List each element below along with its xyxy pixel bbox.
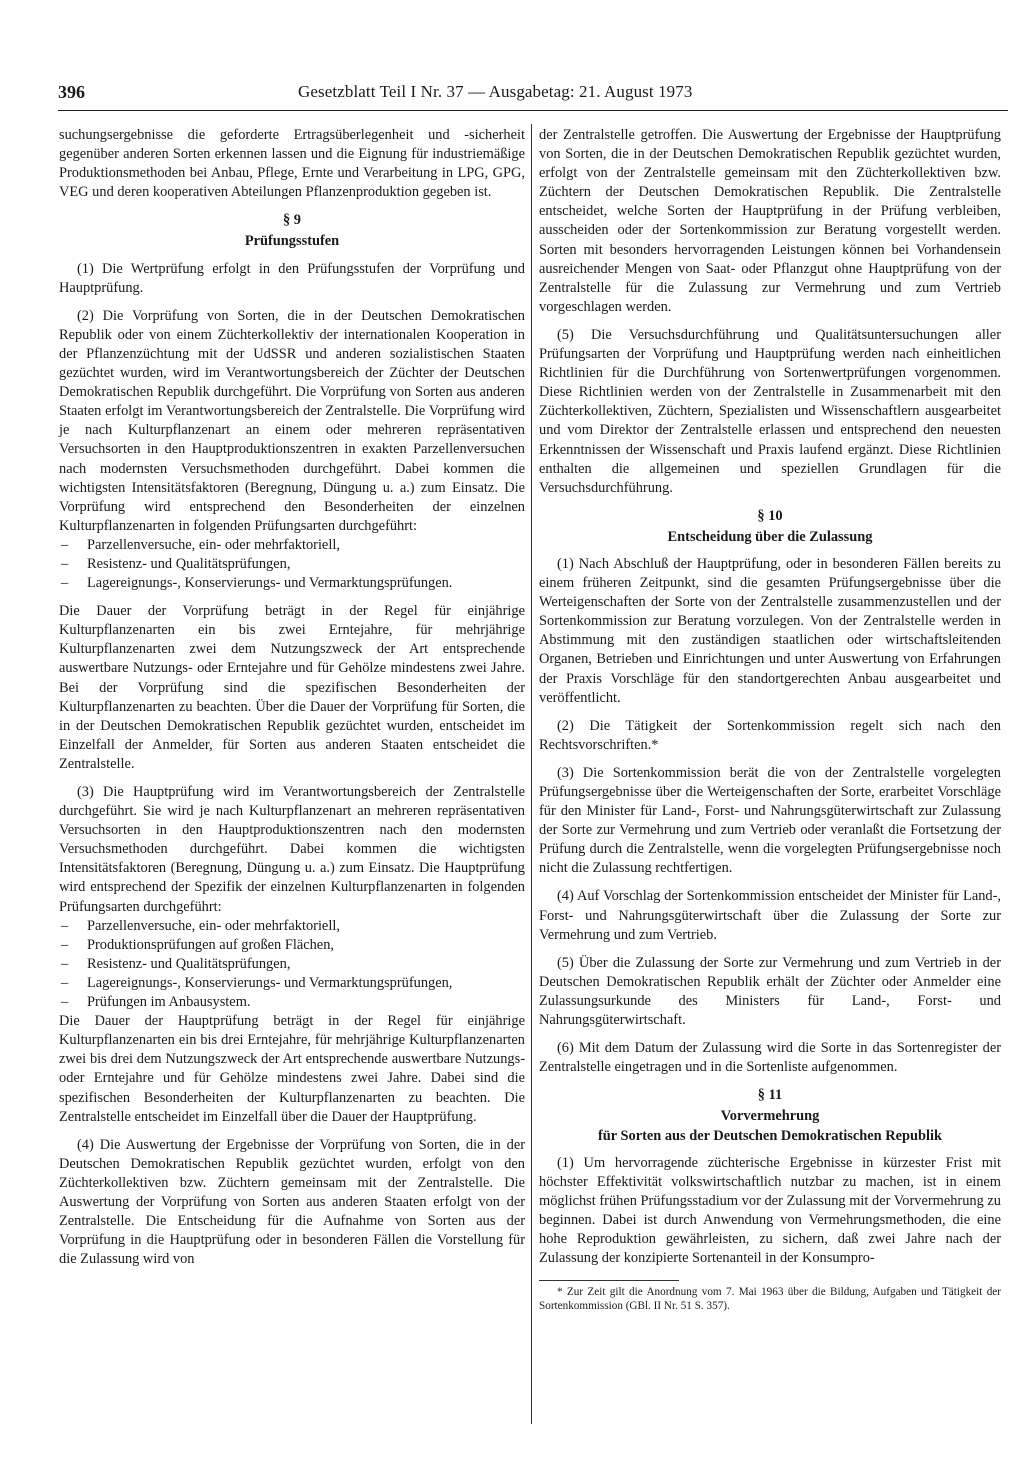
list-item: – Lagereignungs-, Konservierungs- und Vermarktungsprüfungen, [59,974,525,993]
section-9-paragraph-3-duration: Die Dauer der Hauptprüfung beträgt in der Regel für einjährige Kulturpflanzenarten ein bis drei Erntejahre, für mehrjährige Kulturpflanzenarten zwei bis drei dem Nutzungszweck der Art entsprechende auswertbare Nutzungs- oder Erntejahre und für Gehölze mindestens zwei Jahre. Dabei sind die spezifischen Besonderheiten der Kulturpflanzenarten zu beachten. Die Zentralstelle entscheidet im Einzelfall über die Dauer der Hauptprüfung. [59,1013,525,1125]
section-11-paragraph-1: (1) Um hervorragende züchterische Ergebnisse in kürzester Frist mit höchster Effektivität volkswirtschaftlich nutzbar zu machen, ist in einem möglichst frühen Prüfungsstadium vor der Zulassung mit der Vorvermehrung zu beginnen. Dabei ist durch Anwendung von Vermehrungsmethoden, die eine hohe Reproduktion gewährleisten, zu sichern, daß zwei Jahre nach der Zulassung der konzipierte Sortenanteil in der Konsumpro- [539,1154,1001,1267]
section-9-title: Prüfungsstufen [244,233,340,250]
section-10-paragraph-1: (1) Nach Abschluß der Hauptprüfung, oder in besonderen Fällen bereits zu einem früheren Zeitpunkt, sind die gesamten Prüfungsergebnisse über die Werteigenschaften der Sorte von der Zentralstelle zusammenzustellen und der Sortenkommission zur Beratung vorzulegen. Von der Zentralstelle werden in Abstimmung mit den zuständigen staatlichen oder wirtschaftsleitenden Organen, Betrieben und Einrichtungen und unter Auswertung von Erfahrungen der Praxis Vorschläge für den standortgerechten Anbau ausgearbeitet und veröffentlicht. [539,555,1001,706]
list-item: – Resistenz- und Qualitätsprüfungen, [59,955,525,974]
page-header [58,78,1008,108]
list-item: – Prüfungen im Anbausystem. [59,993,525,1012]
section-10-paragraph-2: (2) Die Tätigkeit der Sortenkommission regelt sich nach den Rechtsvorschriften.* [539,717,1001,753]
section-10-paragraph-4: (4) Auf Vorschlag der Sortenkommission entscheidet der Minister für Land-, Forst- und Nahrungsgüterwirtschaft über die Zulassung der Sorte zur Vermehrung und zum Vertrieb. [539,888,1001,943]
section-10-paragraph-5: (5) Über die Zulassung der Sorte zur Vermehrung und zum Vertrieb in der Deutschen Demokratischen Republik erhält der Züchter oder Anmelder eine Zulassungsurkunde des Ministers für Land-, Forst- und Nahrungsgüterwirtschaft. [539,954,1001,1029]
section-9-paragraph-2: (2) Die Vorprüfung von Sorten, die in der Deutschen Demokratischen Republik oder von einem Züchterkollektiv der internationalen Kooperation in der Pflanzenzüchtung mit der UdSSR und anderen sozialistischen Staaten gezüchtet wurden, wird im Verantwortungsbereich der Züchter der Deutschen Demokratischen Republik durchgeführt. Die Vorprüfung von Sorten aus anderen Staaten erfolgt im Verantwortungsbereich der Zentralstelle. Die Vorprüfung wird je nach Kulturpflanzenart an einem oder mehreren repräsentativen Versuchsorten in den Hauptproduktionszentren in exakten Parzellenversuchen nach modernsten Versuchsmethoden durchgeführt. Dabei kommen die wichtigsten Intensitätsfaktoren (Beregnung, Düngung u. a.) zum Einsatz. Die Vorprüfung wird entsprechend den Besonderheiten der einzelnen Kulturpflanzenarten in folgenden Prüfungsarten durchgeführt: [59,307,525,534]
section-9-paragraph-2-duration: Die Dauer der Vorprüfung beträgt in der Regel für einjährige Kulturpflanzenarten ein bis zwei Erntejahre, für mehrjährige Kulturpflanzenarten zwei dem Nutzungszweck der Art entsprechende auswertbare Nutzungs- oder Erntejahre und für Gehölze mindestens zwei Jahre. Bei der Vorprüfung sind die spezifischen Besonderheiten der Kulturpflanzenarten zu beachten. Über die Dauer der Vorprüfung für Sorten, die in der Deutschen Demokratischen Republik gezüchtet wurden, entscheidet im Einzelfall der Anmelder, für Sorten aus anderen Staaten entscheidet die Zentralstelle. [59,603,525,772]
list-item: – Parzellenversuche, ein- oder mehrfaktoriell, [59,917,525,936]
section-10-paragraph-3: (3) Die Sortenkommission berät die von der Zentralstelle vorgelegten Prüfungsergebnisse über die Werteigenschaften der Sorte, erarbeitet Vorschläge für den Minister für Land-, Forst- und Nahrungsgüterwirtschaft zur Zulassung der Sorte zur Vermehrung und zum Vertrieb oder veranlaßt die Fortsetzung der Prüfung durch die Zentralstelle, wenn die vorgelegten Prüfungsergebnisse noch nicht die Zulassung rechtfertigen. [539,764,1001,877]
section-9-sign: § 9 [283,212,301,229]
column-divider [531,124,532,1424]
section-9-paragraph-3-list [59,917,525,1012]
section-10-sign: § 10 [757,507,783,524]
footnote-rule [539,1280,679,1281]
section-11-sign: § 11 [757,1087,783,1104]
section-11-title: Vorvermehrung [720,1108,820,1125]
left-column [59,126,525,1278]
paragraph-intro-continuation: suchungsergebnisse die geforderte Ertragsüberlegenheit und -sicherheit gegenüber anderen Sorten erkennen lassen und die Eignung für industriemäßige Produktionsmethoden bei Anbau, Pflege, Ernte und Verarbeitung in LPG, GPG, VEG und deren kooperativen Abteilungen Pflanzenproduktion gegeben ist. [59,127,525,201]
section-10-title: Entscheidung über die Zulassung [667,528,873,545]
list-item: – Lagereignungs-, Konservierungs- und Vermarktungsprüfungen. [59,574,525,593]
footnote: * Zur Zeit gilt die Anordnung vom 7. Mai 1963 über die Bildung, Aufgaben und Tätigkeit der Sortenkommission (GBl. II Nr. 51 S. 357). [539,1286,1001,1313]
section-9-paragraph-4-continuation: der Zentralstelle getroffen. Die Auswertung der Ergebnisse der Hauptprüfung von Sorten, die in der Deutschen Demokratischen Republik gezüchtet wurden, erfolgt von der Zentralstelle gemeinsam mit den Züchterkollektiven bzw. Züchtern der Deutschen Demokratischen Republik. Die Zentralstelle entscheidet, welche Sorten der Hauptprüfung in der Prüfung verbleiben, ausscheiden oder der Sortenkommission zur Beratung vorgestellt werden. Sorten mit besonders hervorragenden Leistungen können bei Vorhandensein ausreichender Mengen von Saat- oder Pflanzgut ohne Hauptprüfung von der Zentralstelle für die Zulassung zur Vermehrung und zum Vertrieb vorgeschlagen werden. [539,127,1001,315]
page-number: 396 [58,82,85,102]
section-9-paragraph-4: (4) Die Auswertung der Ergebnisse der Vorprüfung von Sorten, die in der Deutschen Demokratischen Republik gezüchtet wurden, erfolgt von den Züchterkollektiven bzw. Züchtern gemeinsam mit der Zentralstelle. Die Auswertung der Vorprüfung von Sorten aus anderen Staaten erfolgt von der Zentralstelle. Die Entscheidung für die Aufnahme von Sorten aus der Vorprüfung in die Hauptprüfung oder in besonderen Fällen die Vorstellung für die Zulassung wird von [59,1136,525,1268]
section-9-paragraph-5: (5) Die Versuchsdurchführung und Qualitätsuntersuchungen aller Prüfungsarten der Vorprüfung und Hauptprüfung werden nach einheitlichen Richtlinien für die Durchführung von Sortenwertprüfungen vorgenommen. Diese Richtlinien werden von der Zentralstelle in Zusammenarbeit mit den Züchterkollektiven, Züchtern, Spezialisten und Wissenschaftlern ausgearbeitet und vom Direktor der Zentralstelle erlassen und entsprechend den neuesten Erkenntnissen der Wissenschaft und Praxis laufend ergänzt. Diese Richtlinien enthalten die allgemeinen und speziellen Grundlagen für die Versuchsdurchführung. [539,326,1001,496]
list-item: – Produktionsprüfungen auf großen Flächen, [59,936,525,955]
section-9-paragraph-3: (3) Die Hauptprüfung wird im Verantwortungsbereich der Zentralstelle durchgeführt. Sie wird je nach Kulturpflanzenart an mehreren repräsentativen Versuchsorten in den Hauptproduktionszentren nach den modernsten Versuchsmethoden durchgeführt. Dabei kommen die wichtigsten Intensitätsfaktoren (Beregnung, Düngung u. a.) zum Einsatz. Die Hauptprüfung wird entsprechend der Spezifik der einzelnen Kulturpflanzenarten in folgenden Prüfungsarten durchgeführt: [59,784,525,915]
section-10-paragraph-6: (6) Mit dem Datum der Zulassung wird die Sorte in das Sortenregister der Zentralstelle eingetragen und in die Sortenliste aufgenommen. [539,1040,1001,1076]
header-rule [58,110,1008,111]
list-item: – Parzellenversuche, ein- oder mehrfaktoriell, [59,536,525,555]
section-9-paragraph-1: (1) Die Wertprüfung erfolgt in den Prüfungsstufen der Vorprüfung und Hauptprüfung. [59,260,525,296]
list-item: – Resistenz- und Qualitätsprüfungen, [59,555,525,574]
section-9-paragraph-2-list [59,536,525,593]
section-11-subtitle: für Sorten aus der Deutschen Demokratischen Republik [597,1127,943,1144]
running-title: Gesetzblatt Teil I Nr. 37 — Ausgabetag: 21. August 1973 [298,82,693,101]
right-column [539,126,1001,1313]
